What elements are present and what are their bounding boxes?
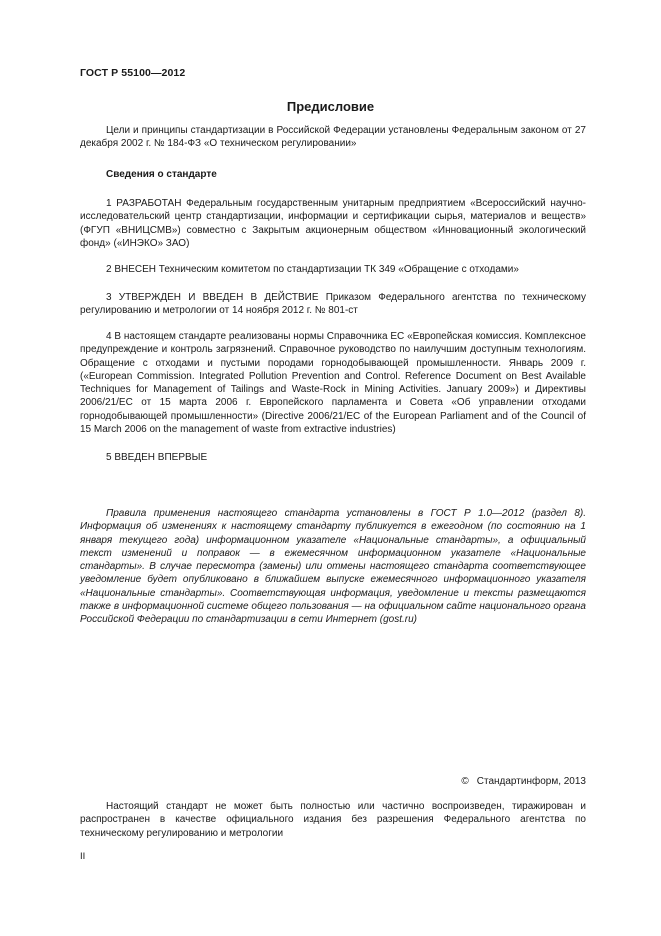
page-number: II (80, 851, 86, 862)
copyright-line (461, 776, 586, 787)
item-1-developed: 1 РАЗРАБОТАН Федеральным государственным унитарным предприятием «Всероссийский научно-исследовательский центр стандартизации, информации и сертификации сырья, материалов и веществ» (ФГУП «ВНИЦСМВ») совместно с Закрытым акционерным обществом «Инновационный экологический фонд» («ИНЭКО» ЗАО) (80, 198, 586, 249)
reproduction-notice: Настоящий стандарт не может быть полностью или частично воспроизведен, тиражирован и распространен в качестве официального издания без разрешения Федерального агентства по техническому регулированию и метрологии (80, 801, 586, 839)
item-2-submitted: 2 ВНЕСЕН Техническим комитетом по стандартизации ТК 349 «Обращение с отходами» (106, 264, 519, 275)
copyright-holder: Стандартинформ, 2013 (476, 776, 586, 787)
item-4-norms: 4 В настоящем стандарте реализованы нормы Справочника ЕС «Европейская комиссия. Комплексное предупреждение и контроль загрязнений. Справочное руководство по наилучшим доступным технологиям. Обращение с отходами и пустыми породами горнодобывающей промышленности. Январь 2009 г. («European Commission. Integrated Pollution Prevention and Control. Reference Document on Best Available Techniques for Management of Tailings and Waste-Rock in Mining Activities. January 2009») и Директивы 2006/21/ЕС от 15 марта 2006 г. Европейского парламента и Совета «Об управлении отходами горнодобывающей промышленности» (Directive 2006/21/EC of the European Parliament and of the Council of 15 March 2006 on the management of waste from extractive industries) (80, 331, 586, 436)
item-4-block (80, 330, 586, 436)
application-notice-block (80, 507, 586, 627)
standard-code: ГОСТ Р 55100—2012 (80, 67, 186, 79)
section-heading: Сведения о стандарте (106, 169, 217, 180)
copyright-symbol: © (461, 776, 469, 787)
item-2-block (80, 263, 586, 276)
item-5-introduced: 5 ВВЕДЕН ВПЕРВЫЕ (106, 452, 208, 463)
page-title: Предисловие (286, 99, 375, 114)
intro-paragraph: Цели и принципы стандартизации в Российской Федерации установлены Федеральным законом от 27 декабря 2002 г. № 184-ФЗ «О техническом регулировании» (80, 125, 586, 150)
reproduction-notice-block (80, 800, 586, 840)
application-notice: Правила применения настоящего стандарта установлены в ГОСТ Р 1.0—2012 (раздел 8). Информация об изменениях к настоящему стандарту публикуется в ежегодном (по состоянию на 1 января текущего года) информационном указателе «Национальные стандарты», а официальный текст изменений и поправок — в ежемесячном информационном указателе «Национальные стандарты». В случае пересмотра (замены) или отмены настоящего стандарта соответствующее уведомление будет опубликовано в ближайшем выпуске ежемесячного информационного указателя «Национальные стандарты». Соответствующая информация, уведомление и тексты размещаются также в информационной системе общего пользования — на официальном сайте национального органа Российской Федерации по стандартизации в сети Интернет (gost.ru) (80, 508, 586, 626)
item-1-block (80, 197, 586, 250)
intro-paragraph-block (80, 124, 586, 151)
item-5-block (80, 451, 586, 464)
item-3-approved: 3 УТВЕРЖДЕН И ВВЕДЕН В ДЕЙСТВИЕ Приказом Федерального агентства по техническому регулированию и метрологии от 14 ноября 2012 г. № 801-ст (80, 292, 586, 317)
item-3-block (80, 291, 586, 318)
